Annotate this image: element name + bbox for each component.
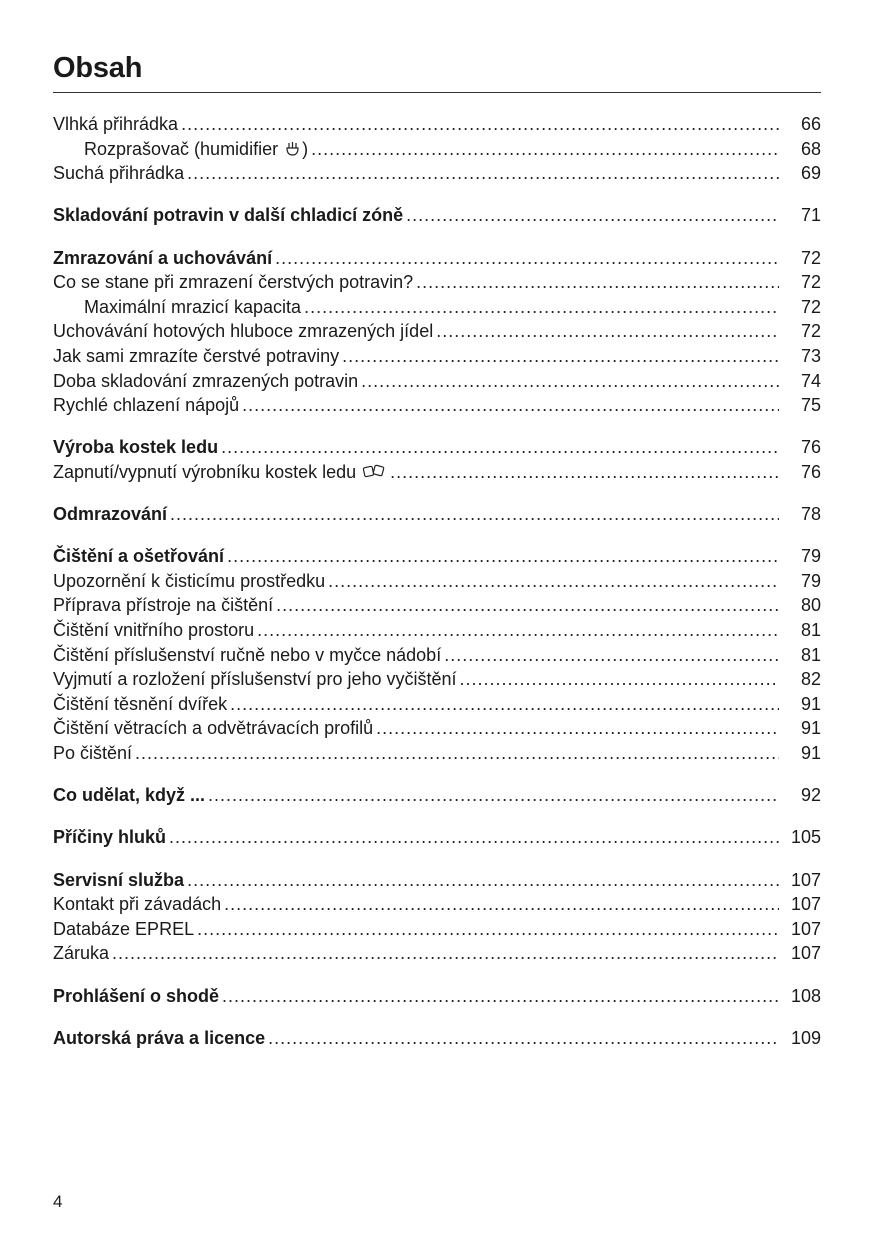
toc-entry-label: Čištění větracích a odvětrávacích profilů xyxy=(53,718,374,739)
dot-leader xyxy=(406,203,779,228)
toc-section-label: Prohlášení o shodě xyxy=(53,985,220,1006)
toc-entry-page: 81 xyxy=(800,620,821,641)
dot-leader xyxy=(222,984,779,1009)
toc-entry-label: Uchovávání hotových hluboce zmrazených jídel xyxy=(53,321,434,342)
table-of-contents xyxy=(53,112,821,1050)
toc-entry-page: 74 xyxy=(800,370,821,391)
toc-section-label: Příčiny hluků xyxy=(53,827,167,848)
toc-entry-page: 72 xyxy=(800,321,821,342)
toc-entry-label: Čištění těsnění dvířek xyxy=(53,693,228,714)
toc-entry-page: 107 xyxy=(790,943,821,964)
toc-section[interactable] xyxy=(53,783,821,808)
toc-section[interactable] xyxy=(53,246,821,271)
dot-leader xyxy=(311,137,779,162)
dot-leader xyxy=(112,941,779,966)
dot-leader xyxy=(187,161,779,186)
dot-leader xyxy=(170,502,779,527)
toc-entry-page: 91 xyxy=(800,718,821,739)
toc-entry[interactable] xyxy=(53,941,821,966)
page-title: Obsah xyxy=(53,52,143,84)
title-divider xyxy=(53,92,821,93)
dot-leader xyxy=(390,460,779,485)
dot-leader xyxy=(444,643,779,668)
toc-entry-page: 78 xyxy=(800,504,821,525)
dot-leader xyxy=(436,319,779,344)
toc-section-label: Čištění a ošetřování xyxy=(53,546,225,567)
dot-leader xyxy=(376,716,779,741)
toc-entry-page: 109 xyxy=(790,1027,821,1048)
toc-entry-label: Čištění příslušenství ručně nebo v myčce nádobí xyxy=(53,644,442,665)
toc-entry-page: 68 xyxy=(800,138,821,159)
toc-entry-page: 81 xyxy=(800,644,821,665)
toc-section-label: Co udělat, když ... xyxy=(53,785,206,806)
toc-entry-label: Co se stane při zmrazení čerstvých potravin? xyxy=(53,272,414,293)
toc-entry-label: Rychlé chlazení nápojů xyxy=(53,395,240,416)
toc-entry-page: 91 xyxy=(800,743,821,764)
toc-entry[interactable] xyxy=(53,643,821,668)
toc-entry-label: Příprava přístroje na čištění xyxy=(53,595,274,616)
toc-entry[interactable] xyxy=(53,137,821,162)
dot-leader xyxy=(181,112,779,137)
toc-section[interactable] xyxy=(53,502,821,527)
humidifier-icon xyxy=(284,137,301,162)
toc-entry-page: 69 xyxy=(800,163,821,184)
toc-entry-page: 91 xyxy=(800,693,821,714)
toc-entry[interactable] xyxy=(53,295,821,320)
toc-entry-label: Vlhká přihrádka xyxy=(53,114,179,134)
toc-entry-text: Zapnutí/vypnutí výrobníku kostek ledu xyxy=(53,461,362,482)
toc-entry-page: 73 xyxy=(800,345,821,366)
dot-leader xyxy=(135,741,779,766)
toc-entry[interactable] xyxy=(53,569,821,594)
toc-entry-text-suffix: ) xyxy=(302,138,309,159)
toc-section[interactable] xyxy=(53,435,821,460)
toc-entry-label: Doba skladování zmrazených potravin xyxy=(53,370,359,391)
toc-entry-label: Čištění vnitřního prostoru xyxy=(53,620,255,641)
page-number: 4 xyxy=(53,1192,63,1211)
toc-entry-page: 107 xyxy=(790,894,821,915)
toc-section-label: Skladování potravin v další chladicí zóně xyxy=(53,205,404,226)
dot-leader xyxy=(197,917,779,942)
toc-section[interactable] xyxy=(53,544,821,569)
dot-leader xyxy=(242,393,779,418)
toc-entry-page: 76 xyxy=(800,461,821,482)
toc-entry-label: Upozornění k čisticímu prostředku xyxy=(53,570,326,591)
toc-entry-page: 107 xyxy=(790,869,821,890)
toc-entry-page: 72 xyxy=(800,296,821,317)
ice-maker-icon xyxy=(362,460,386,485)
toc-section-label: Zmrazování a uchovávání xyxy=(53,247,273,268)
toc-entry-label xyxy=(53,460,387,485)
toc-entry-page: 75 xyxy=(800,395,821,416)
toc-entry-label: Databáze EPREL xyxy=(53,918,195,939)
toc-section-label: Servisní služba xyxy=(53,869,185,890)
toc-entry-label: Jak sami zmrazíte čerstvé potraviny xyxy=(53,345,340,366)
toc-entry-page: 72 xyxy=(800,272,821,293)
toc-entry-page: 71 xyxy=(800,205,821,226)
toc-section-label: Autorská práva a licence xyxy=(53,1027,266,1048)
toc-entry[interactable] xyxy=(53,593,821,618)
toc-section[interactable] xyxy=(53,203,821,228)
toc-section[interactable] xyxy=(53,1026,821,1051)
toc-entry-page: 105 xyxy=(790,827,821,848)
dot-leader xyxy=(221,435,779,460)
toc-entry[interactable] xyxy=(53,112,821,137)
toc-entry[interactable] xyxy=(53,161,821,186)
toc-entry[interactable] xyxy=(53,692,821,717)
toc-entry-label: Maximální mrazicí kapacita xyxy=(84,296,302,317)
toc-entry-label: Po čištění xyxy=(53,743,133,764)
dot-leader xyxy=(230,692,779,717)
toc-entry-label: Záruka xyxy=(53,943,110,964)
toc-entry-page: 79 xyxy=(800,570,821,591)
toc-entry[interactable] xyxy=(53,667,821,692)
toc-entry[interactable] xyxy=(53,716,821,741)
dot-leader xyxy=(208,783,779,808)
toc-entry[interactable] xyxy=(53,319,821,344)
toc-entry-label: Suchá přihrádka xyxy=(53,163,185,184)
toc-entry[interactable] xyxy=(53,917,821,942)
toc-entry-page: 82 xyxy=(800,669,821,690)
dot-leader xyxy=(275,246,779,271)
toc-entry[interactable] xyxy=(53,741,821,766)
toc-entry-page: 80 xyxy=(800,595,821,616)
toc-entry-page: 79 xyxy=(800,546,821,567)
dot-leader xyxy=(268,1026,779,1051)
toc-entry-text: Rozprašovač (humidifier xyxy=(84,138,284,159)
toc-entry-page: 107 xyxy=(790,918,821,939)
toc-section-label: Výroba kostek ledu xyxy=(53,437,219,458)
dot-leader xyxy=(416,270,779,295)
toc-entry-page: 92 xyxy=(800,785,821,806)
toc-entry[interactable] xyxy=(53,344,821,369)
toc-entry[interactable] xyxy=(53,393,821,418)
dot-leader xyxy=(361,369,779,394)
toc-entry-page: 66 xyxy=(800,114,821,134)
dot-leader xyxy=(227,544,779,569)
dot-leader xyxy=(304,295,779,320)
dot-leader xyxy=(187,868,779,893)
toc-entry[interactable] xyxy=(53,270,821,295)
toc-entry-label xyxy=(53,137,308,162)
toc-entry-page: 76 xyxy=(800,437,821,458)
toc-entry-page: 72 xyxy=(800,247,821,268)
toc-entry[interactable] xyxy=(53,892,821,917)
dot-leader xyxy=(169,825,779,850)
dot-leader xyxy=(224,892,779,917)
dot-leader xyxy=(342,344,779,369)
toc-entry[interactable] xyxy=(53,618,821,643)
toc-section[interactable] xyxy=(53,868,821,893)
toc-section[interactable] xyxy=(53,984,821,1009)
dot-leader xyxy=(460,667,779,692)
toc-entry[interactable] xyxy=(53,369,821,394)
toc-section-label: Odmrazování xyxy=(53,504,168,525)
toc-entry-label: Kontakt při závadách xyxy=(53,894,222,915)
toc-section[interactable] xyxy=(53,825,821,850)
toc-entry[interactable] xyxy=(53,460,821,485)
toc-entry-page: 108 xyxy=(790,985,821,1006)
dot-leader xyxy=(328,569,779,594)
toc-entry-label: Vyjmutí a rozložení příslušenství pro jeho vyčištění xyxy=(53,669,457,690)
dot-leader xyxy=(257,618,779,643)
dot-leader xyxy=(276,593,779,618)
